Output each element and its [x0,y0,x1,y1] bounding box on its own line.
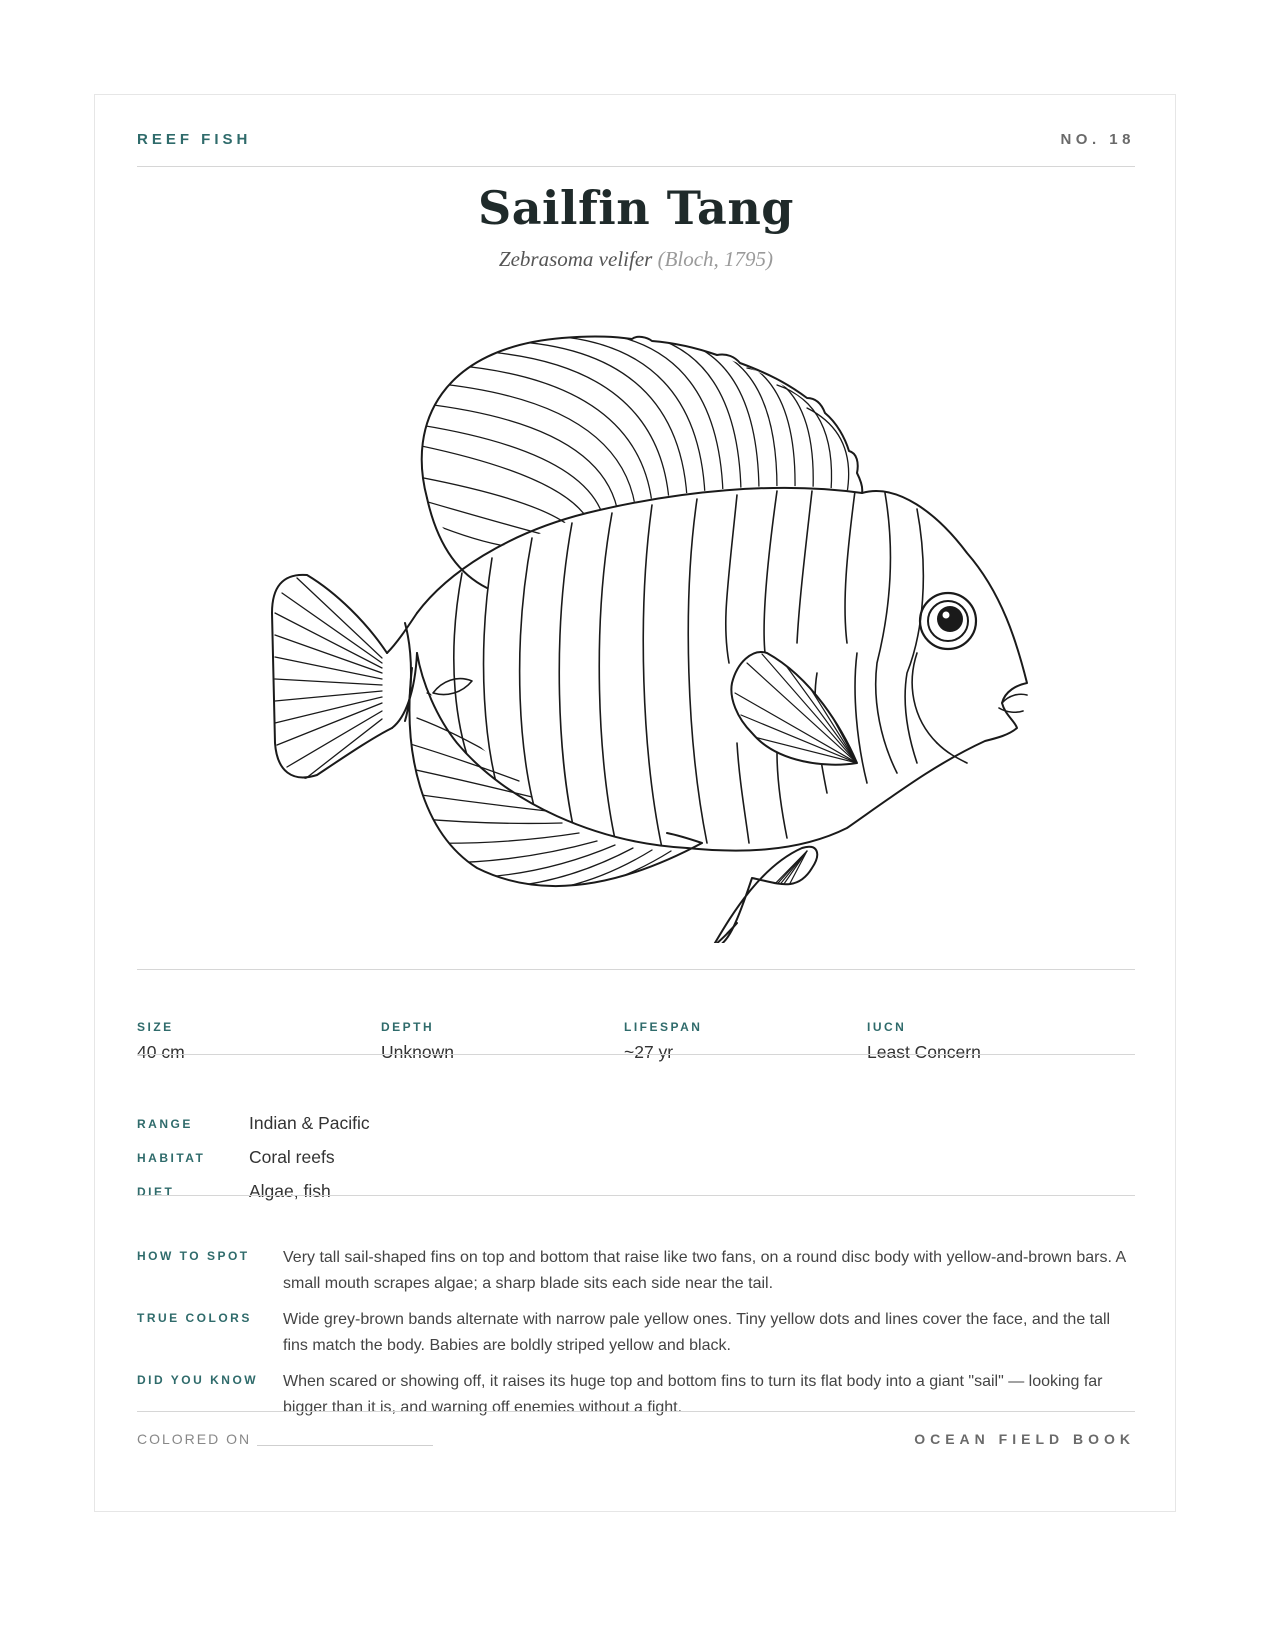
card-footer [137,1431,1135,1451]
fact-habitat [137,1147,1135,1173]
stat-value: Unknown [381,1042,454,1062]
colored-on-label: COLORED ON [137,1431,252,1447]
stat-value: Least Concern [867,1042,981,1062]
stat-label: DEPTH [381,1020,435,1034]
eye-pupil [937,606,963,632]
stats-bottom-divider [137,1054,1135,1055]
dorsal-fin-rays [397,331,849,562]
note-text: Wide grey-brown bands alternate with narrow pale yellow ones. Tiny yellow dots and lines cover the face, and the tall fins match the body. Babies are boldly striped yellow and black. [283,1311,1111,1354]
species-card [94,94,1176,1512]
stat-value: ~27 yr [624,1042,674,1062]
anal-fin-rays [407,673,689,893]
fact-value: Indian & Pacific [249,1113,370,1133]
fact-label: DIET [137,1185,175,1199]
stat-label: IUCN [867,1020,907,1034]
fact-diet [137,1181,1135,1207]
stat-depth [381,1020,621,1063]
note-label: TRUE COLORS [137,1311,252,1325]
colored-on-line [257,1445,433,1446]
note-text: When scared or showing off, it raises its huge top and bottom fins to turn its flat body into a giant "sail" — looking far bigger than it is, and warning off enemies without a fight. [283,1373,1103,1416]
page-title: Sailfin Tang [478,181,794,235]
scientific-name-line [137,247,1135,272]
fact-label: RANGE [137,1117,193,1131]
note-text: Very tall sail-shaped fins on top and bottom that raise like two fans, on a round disc body with yellow-and-brown bars. A small mouth scrapes algae; a sharp blade sits each side near the tail. [283,1249,1126,1292]
stat-value: 40 cm [137,1042,185,1062]
scientific-authority: (Bloch, 1795) [657,247,774,271]
fact-range [137,1113,1135,1139]
card-header [137,131,1135,161]
stat-iucn [867,1020,1107,1063]
fish-illustration [257,323,1057,943]
stat-lifespan [624,1020,864,1063]
stat-size [137,1020,377,1063]
fact-value: Coral reefs [249,1147,335,1167]
fact-label: HABITAT [137,1151,206,1165]
note-label: DID YOU KNOW [137,1373,259,1387]
header-divider [137,166,1135,167]
scientific-name: Zebrasoma velifer [498,247,653,271]
eye-highlight [943,612,950,619]
category-label: REEF FISH [137,131,252,148]
caudal-fin-rays [275,578,382,779]
fact-value: Algae, fish [249,1181,331,1201]
card-content [137,95,1135,1511]
stat-label: LIFESPAN [624,1020,703,1034]
note-label: HOW TO SPOT [137,1249,250,1263]
pelvic-fin-rays [727,851,807,933]
footer-divider [137,1411,1135,1412]
brand-label: OCEAN FIELD BOOK [914,1431,1135,1447]
facts-divider [137,1195,1135,1196]
stats-top-divider [137,969,1135,970]
stats-row [137,1020,1135,1080]
card-number: NO. 18 [1060,131,1135,148]
stat-label: SIZE [137,1020,174,1034]
